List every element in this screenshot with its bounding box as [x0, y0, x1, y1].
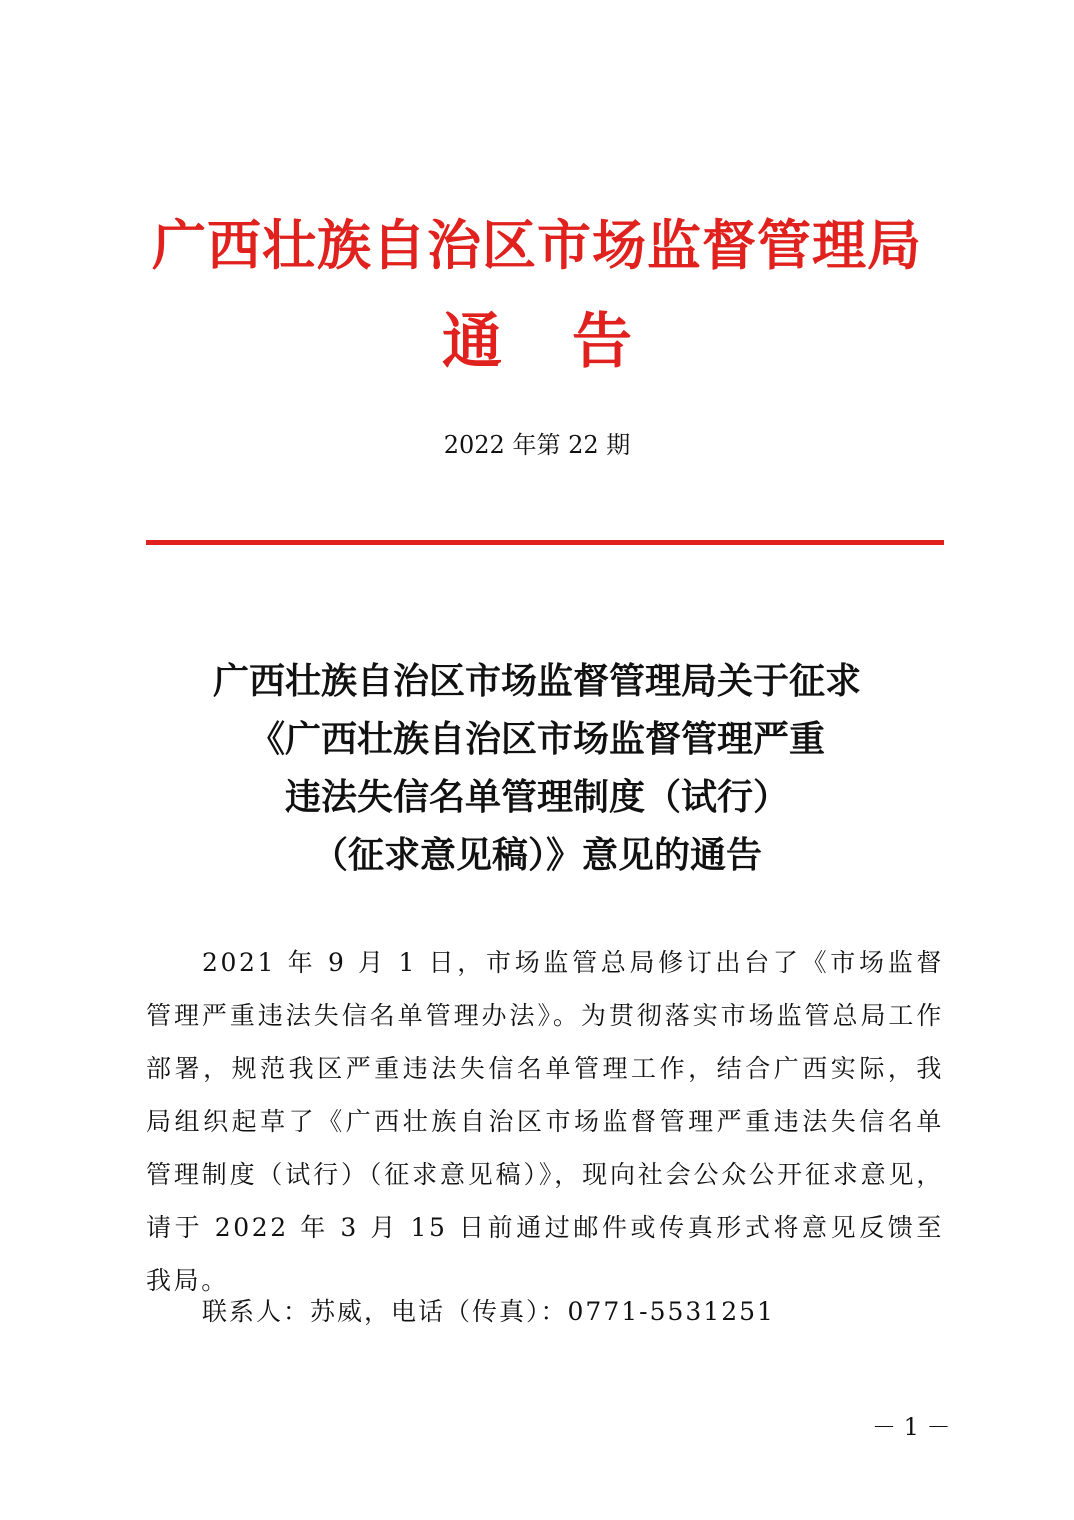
issue-number: 2022 年第 22 期 — [443, 431, 631, 459]
notice-title-line-1: 广西壮族自治区市场监督管理局关于征求 — [212, 660, 861, 702]
notice-body — [146, 936, 944, 1307]
document-type-heading — [0, 304, 1074, 380]
document-type-char-2: 告 — [572, 307, 632, 377]
notice-title-line-4: （征求意见稿）》意见的通告 — [311, 834, 762, 876]
page-number: － 1 － — [872, 1413, 951, 1441]
notice-title-line-2: 《广西壮族自治区市场监督管理严重 — [248, 718, 825, 760]
document-type-char-1: 通 — [442, 307, 502, 377]
notice-title — [120, 652, 954, 884]
red-separator-line — [146, 540, 944, 545]
issuing-authority-title: 广西壮族自治区市场监督管理局 — [152, 213, 922, 277]
notice-title-line-3: 违法失信名单管理制度（试行） — [284, 776, 789, 818]
body-paragraph: 2021 年 9 月 1 日，市场监管总局修订出台了《市场监督管理严重违法失信名单管理办法》。为贯彻落实市场监管总局工作部署，规范我区严重违法失信名单管理工作，结合广西实际，我局组织起草了《广西壮族自治区市场监督管理严重违法失信名单管理制度（试行）（征求意见稿）》，现向社会公众公开征求意见，请于 2022 年 3 月 15 日前通过邮件或传真形式将意见反馈至我局。 — [146, 948, 944, 1295]
contact-info: 联系人：苏威，电话（传真）：0771-5531251 — [202, 1297, 775, 1326]
